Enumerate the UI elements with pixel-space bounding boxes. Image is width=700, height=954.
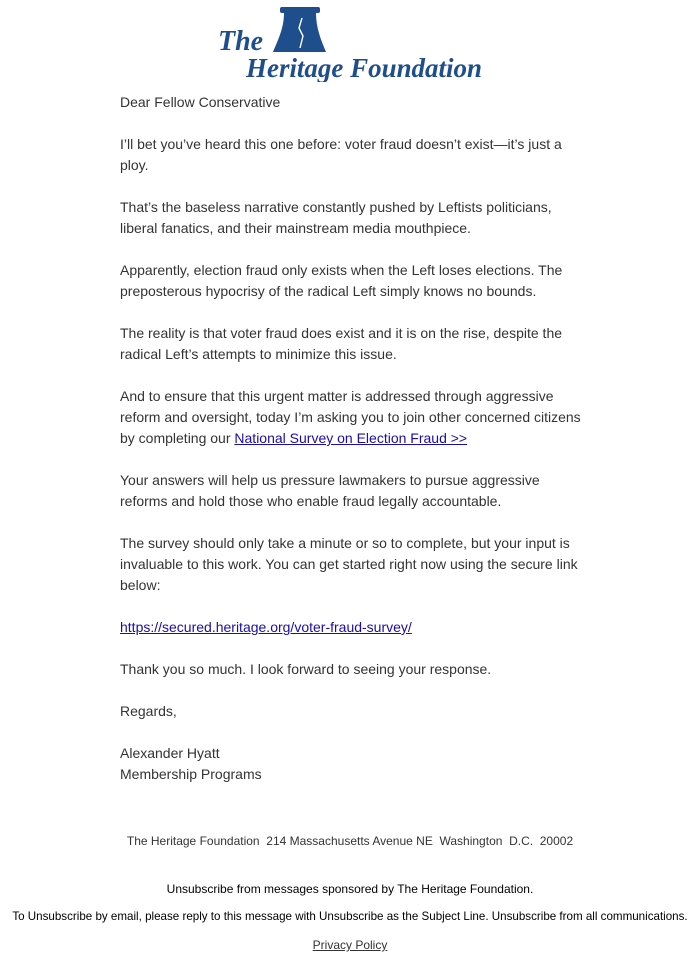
paragraph-1: I’ll bet you’ve heard this one before: voter fraud doesn’t exist—it’s just a ploy. — [120, 136, 562, 173]
privacy-policy-row — [0, 938, 700, 952]
signer-title: Membership Programs — [120, 766, 262, 782]
salutation: Dear Fellow Conservative — [120, 94, 281, 110]
organization-address: The Heritage Foundation 214 Massachusetts Avenue NE Washington D.C. 20002 — [126, 834, 574, 848]
paragraph-2: That’s the baseless narrative constantly pushed by Leftists politicians, liberal fanatics, and their mainstream media mouthpiece. — [120, 199, 552, 236]
heritage-foundation-logo — [216, 6, 486, 82]
signer-name: Alexander Hyatt — [120, 745, 220, 761]
unsubscribe-email-text[interactable]: To Unsubscribe by email, please reply to this message with Unsubscribe as the Subject Line. Unsubscribe from all communications. — [12, 910, 688, 923]
closing: Regards, — [120, 703, 177, 719]
liberty-bell-icon — [273, 7, 326, 52]
paragraph-5 — [120, 386, 590, 449]
paragraph-3: Apparently, election fraud only exists when the Left loses elections. The preposterous hypocrisy of the radical Left simply knows no bounds. — [120, 262, 563, 299]
survey-url-link[interactable]: https://secured.heritage.org/voter-fraud-survey/ — [120, 619, 412, 635]
unsubscribe-sponsored-text[interactable]: Unsubscribe from messages sponsored by The Heritage Foundation. — [166, 882, 534, 896]
signature — [120, 743, 590, 785]
logo-line-the: The — [218, 26, 264, 57]
survey-url-paragraph — [120, 617, 590, 638]
letter-body — [120, 92, 590, 806]
paragraph-4: The reality is that voter fraud does exist and it is on the rise, despite the radical Left’s attempts to minimize this issue. — [120, 325, 563, 362]
survey-link[interactable]: National Survey on Election Fraud >> — [234, 430, 468, 446]
paragraph-6: Your answers will help us pressure lawmakers to pursue aggressive reforms and hold those who enable fraud legally accountable. — [120, 472, 540, 509]
heritage-logo-graphic — [216, 6, 486, 82]
paragraph-5-text: And to ensure that this urgent matter is addressed through aggressive reform and oversight, today I’m asking you to join other concerned citizens by completing our — [120, 388, 581, 446]
logo-line-heritage-foundation: Heritage Foundation — [245, 53, 482, 82]
paragraph-7: The survey should only take a minute or so to complete, but your input is invaluable to this work. You can get started right now using the secure link below: — [120, 535, 578, 593]
paragraph-8: Thank you so much. I look forward to seeing your response. — [120, 661, 492, 677]
privacy-policy-link[interactable]: Privacy Policy — [312, 938, 388, 952]
